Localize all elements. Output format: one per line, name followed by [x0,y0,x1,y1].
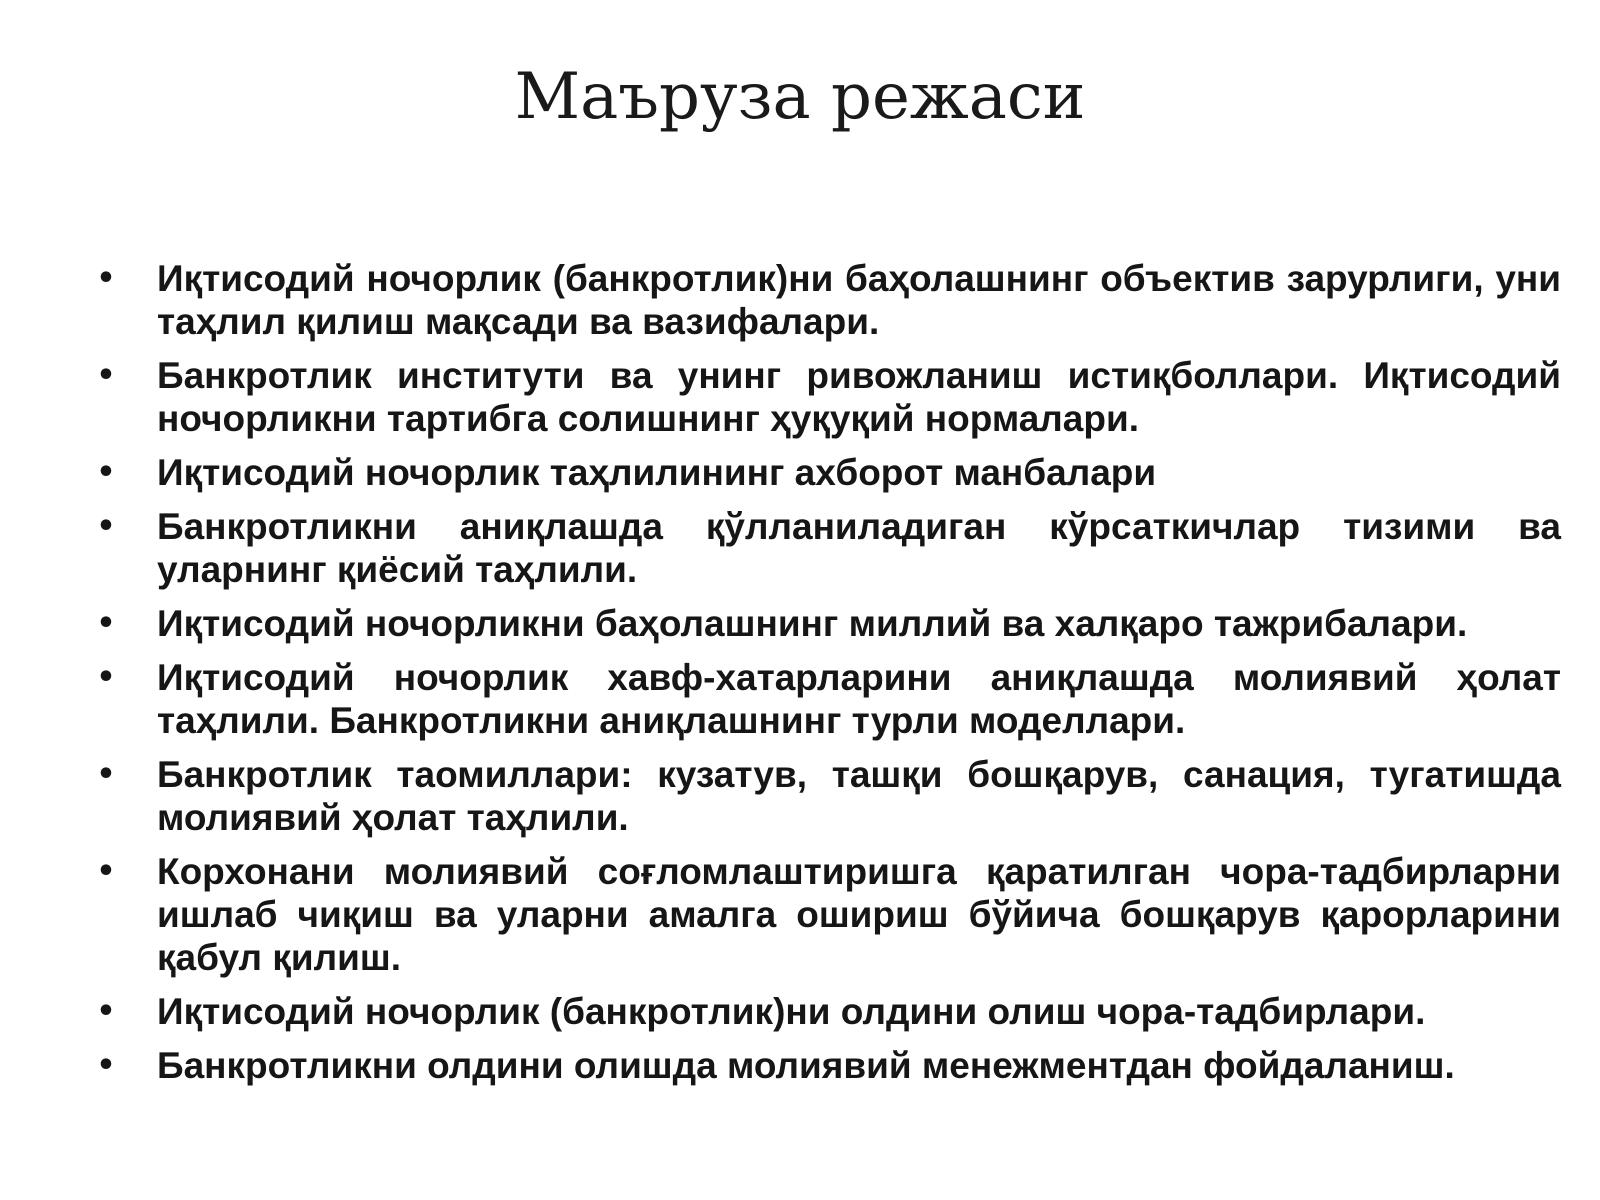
list-item-text: Иқтисодий ночорлик таҳлилининг ахборот манбалари [157,452,1157,493]
bullet-icon: • [96,994,116,1029]
bullet-icon: • [96,757,116,792]
bullet-icon: • [96,606,116,641]
bullet-icon: • [96,854,116,889]
bullet-icon: • [96,509,116,544]
bullet-icon: • [96,358,116,393]
list-item [96,850,1561,979]
bullet-icon: • [96,1048,116,1083]
list-item-text: Иқтисодий ночорликни баҳолашнинг миллий ва халқаро тажрибалари. [157,603,1468,644]
list-item-text: Банкротликни олдини олишда молиявий менежментдан фойдаланиш. [157,1045,1455,1086]
list-item-text: Иқтисодий ночорлик хавф-хатарларини аниқлашда молиявий ҳолат таҳлили. Банкротликни аниқлашнинг турли моделлари. [157,657,1561,741]
list-item [96,451,1561,494]
list-item [96,354,1561,440]
list-item [96,990,1561,1033]
list-item [96,656,1561,742]
list-item-text: Корхонани молиявий соғломлаштиришга қаратилган чора-тадбирларни ишлаб чиқиш ва уларни амалга ошириш бўйича бошқарув қарорларини қабул қилиш. [157,851,1561,978]
list-item [96,753,1561,839]
list-item-text: Банкротликни аниқлашда қўлланиладиган кўрсаткичлар тизими ва уларнинг қиёсий таҳлили. [157,506,1561,590]
bullet-icon: • [96,261,116,296]
list-item [96,505,1561,591]
slide-title: Маъруза режаси [514,60,1086,134]
list-item [96,257,1561,343]
list-item [96,602,1561,645]
lecture-plan-list [96,257,1561,1098]
bullet-icon: • [96,660,116,695]
bullet-icon: • [96,455,116,490]
list-item-text: Банкротлик таомиллари: кузатув, ташқи бошқарув, санация, тугатишда молиявий ҳолат таҳлили. [157,754,1561,838]
list-item-text: Иқтисодий ночорлик (банкротлик)ни баҳолашнинг объектив зарурлиги, уни таҳлил қилиш мақсади ва вазифалари. [157,258,1561,342]
list-item-text: Банкротлик институти ва унинг ривожланиш истиқболлари. Иқтисодий ночорликни тартибга солишнинг ҳуқуқий нормалари. [157,355,1561,439]
list-item [96,1044,1561,1087]
list-item-text: Иқтисодий ночорлик (банкротлик)ни олдини олиш чора-тадбирлари. [157,991,1426,1032]
